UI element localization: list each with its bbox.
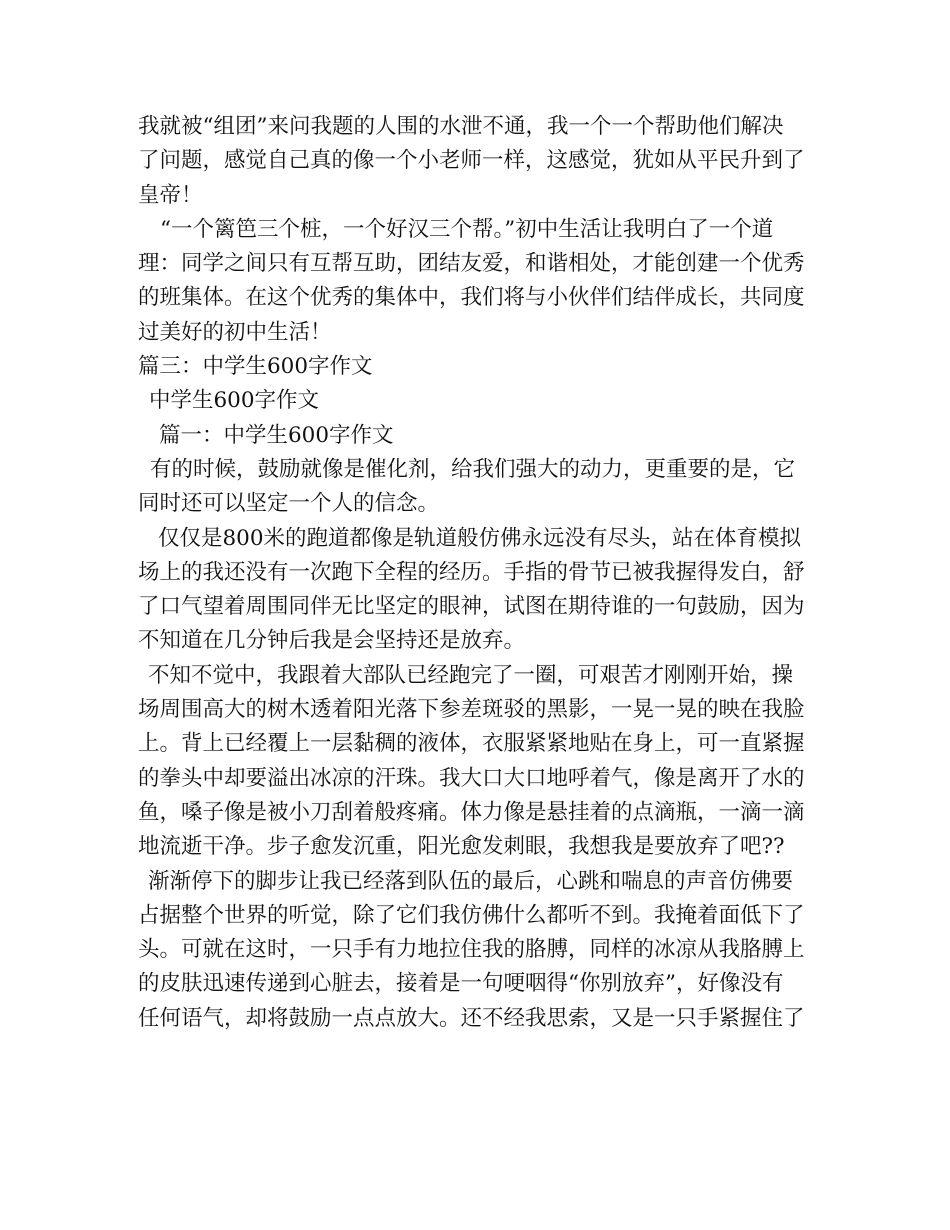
text-line: 同时还可以坚定一个人的信念。 — [138, 491, 440, 517]
text-line: 过美好的初中生活！ — [138, 319, 332, 345]
text-line: 地流逝干净。步子愈发沉重，阳光愈发刺眼，我想我是要放弃了吧?? — [138, 834, 785, 860]
article-title-text: 中学生600字作文 — [149, 388, 320, 414]
text-line: 的班集体。在这个优秀的集体中，我们将与小伙伴们结伴成长，共同度 — [138, 285, 805, 311]
text-line: 有的时候，鼓励就像是催化剂，给我们强大的动力，更重要的是，它 — [150, 456, 796, 482]
article-subtitle — [138, 419, 818, 453]
text-line: 场周围高大的树木透着阳光落下参差斑驳的黑影，一晃一晃的映在我脸 — [138, 697, 805, 723]
text-line: 渐渐停下的脚步让我已经落到队伍的最后，心跳和喘息的声音仿佛要 — [148, 868, 794, 894]
text-line: 的皮肤迅速传递到心脏去，接着是一句哽咽得“你别放弃”，好像没有 — [138, 971, 784, 997]
text-line: 了问题，感觉自己真的像一个小老师一样，这感觉，犹如从平民升到了 — [138, 148, 805, 174]
section-title: 篇三：中学生600字作文 — [138, 354, 373, 380]
paragraph-teamwork — [138, 213, 818, 350]
text-line: 头。可就在这时，一只手有力地拉住我的胳膊，同样的冰凉从我胳膊上 — [138, 937, 805, 963]
text-line: 我就被“组团”来问我题的人围的水泄不通，我一个一个帮助他们解决 — [138, 114, 784, 139]
paragraph-helping-hand — [138, 865, 818, 1036]
text-line: 场上的我还没有一次跑下全程的经历。手指的骨节已被我握得发白，舒 — [138, 559, 805, 585]
section-heading — [138, 350, 818, 384]
text-line: 理：同学之间只有互帮互助，团结友爱，和谐相处，才能创建一个优秀 — [138, 251, 805, 277]
text-line: 任何语气，却将鼓励一点点放大。还不经我思索，又是一只手紧握住了 — [138, 1005, 805, 1031]
text-line: 上。背上已经覆上一层黏稠的液体，衣服紧紧地贴在身上，可一直紧握 — [138, 731, 805, 757]
paragraph-first-lap — [138, 659, 818, 865]
text-line: “一个篱笆三个桩，一个好汉三个帮。”初中生活让我明白了一个道 — [160, 216, 774, 242]
article-subtitle-text: 篇一：中学生600字作文 — [159, 422, 394, 448]
text-line: 不知道在几分钟后我是会坚持还是放弃。 — [138, 628, 526, 654]
text-line: 了口气望着周围同伴无比坚定的眼神，试图在期待谁的一句鼓励，因为 — [138, 594, 805, 620]
text-line: 占据整个世界的听觉，除了它们我仿佛什么都听不到。我掩着面低下了 — [138, 902, 805, 928]
article-title — [138, 384, 818, 418]
paragraph-help-classmates — [138, 110, 818, 213]
article-body — [138, 110, 818, 1036]
text-line: 鱼，嗓子像是被小刀刮着般疼痛。体力像是悬挂着的点滴瓶，一滴一滴 — [138, 799, 805, 825]
paragraph-running-track — [138, 522, 818, 659]
text-line: 的拳头中却要溢出冰凉的汗珠。我大口大口地呼着气，像是离开了水的 — [138, 765, 805, 791]
text-line: 不知不觉中，我跟着大部队已经跑完了一圈，可艰苦才刚刚开始，操 — [148, 662, 794, 688]
text-line: 仅仅是800米的跑道都像是轨道般仿佛永远没有尽头，站在体育模拟 — [158, 525, 802, 551]
text-line: 皇帝！ — [138, 182, 203, 208]
paragraph-encouragement-intro — [138, 453, 818, 522]
